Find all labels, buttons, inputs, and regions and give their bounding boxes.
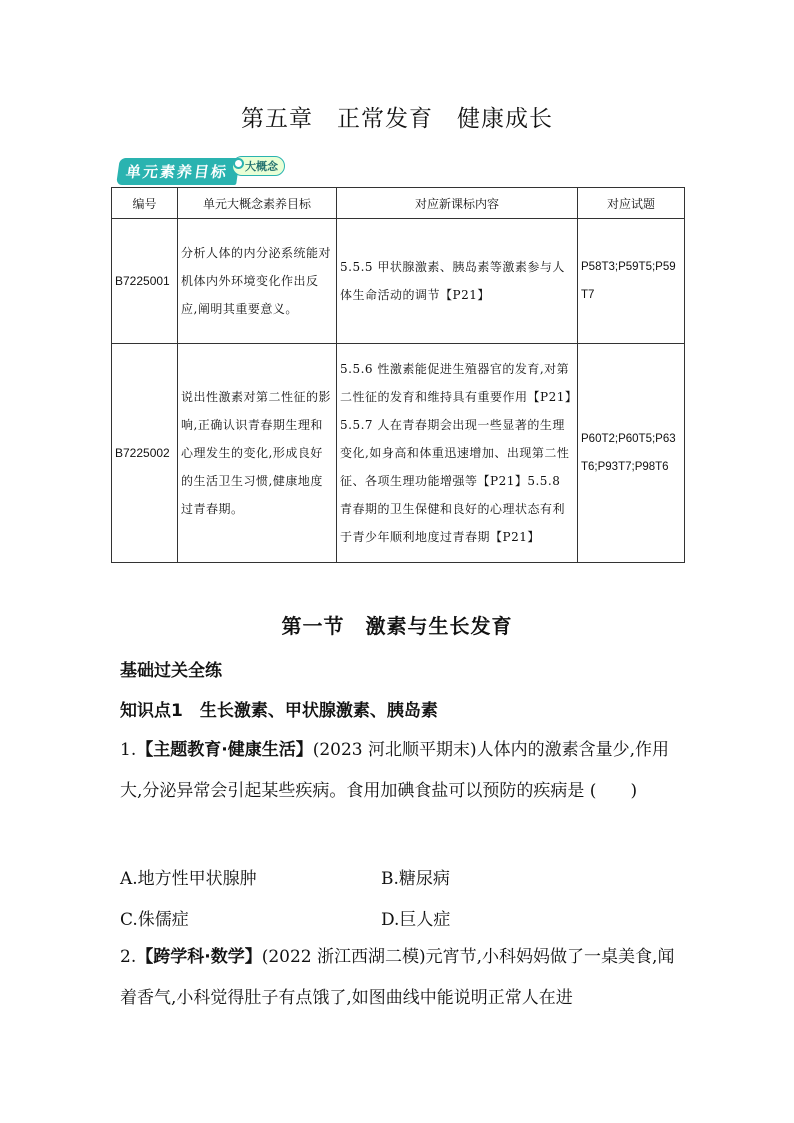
- row-goal: 分析人体的内分泌系统能对机体内外环境变化作出反应,阐明其重要意义。: [178, 219, 337, 344]
- pin-icon: [233, 158, 244, 169]
- table-row: [112, 219, 685, 344]
- section-title: 第一节 激素与生长发育: [281, 614, 513, 638]
- standards-table: [111, 187, 685, 563]
- question-1: [120, 730, 680, 812]
- table-header-row: [112, 188, 685, 219]
- row-code: B7225002: [112, 344, 178, 563]
- big-concept-label: 大概念: [245, 160, 279, 173]
- chapter-title: 第五章 正常发育 健康成长: [241, 106, 553, 132]
- q1-tag: 【主题教育·健康生活】: [136, 740, 313, 760]
- q1-option-b: B.糖尿病: [381, 869, 450, 889]
- header-content: 对应新课标内容: [337, 188, 578, 219]
- q1-option-c: C.侏儒症: [120, 910, 189, 930]
- knowledge-point-heading: 知识点1 生长激素、甲状腺激素、胰岛素: [120, 701, 438, 721]
- q1-number: 1.: [120, 740, 137, 760]
- practice-heading: 基础过关全练: [120, 661, 222, 681]
- q1-option-d: D.巨人症: [381, 910, 451, 930]
- unit-goal-badge: [118, 158, 285, 184]
- q2-tag: 【跨学科·数学】: [136, 947, 262, 967]
- row-content: 5.5.6 性激素能促进生殖器官的发育,对第二性征的发育和维持具有重要作用【P21】5.5.7 人在青春期会出现一些显著的生理变化,如身高和体重迅速增加、出现第二性征、各项生理功能增强等【P21】5.5.8 青春期的卫生保健和良好的心理状态有利于青少年顺利地度过青春期【P21】: [337, 344, 578, 563]
- header-goal: 单元大概念素养目标: [178, 188, 337, 219]
- header-tests: 对应试题: [578, 188, 685, 219]
- badge-label: 单元素养目标: [116, 158, 240, 185]
- header-code: 编号: [112, 188, 178, 219]
- question-2: [120, 937, 680, 1019]
- row-tests: P58T3;P59T5;P59T7: [578, 219, 685, 344]
- row-code: B7225001: [112, 219, 178, 344]
- big-concept-tag: [232, 156, 285, 176]
- row-goal: 说出性激素对第二性征的影响,正确认识青春期生理和心理发生的变化,形成良好的生活卫生习惯,健康地度过青春期。: [178, 344, 337, 563]
- q2-text: (2022 浙江西湖二模)元宵节,小科妈妈做了一桌美食,闻着香气,小科觉得肚子有点饿了,如图曲线中能说明正常人在进: [120, 947, 675, 1008]
- q1-option-a: A.地方性甲状腺肿: [120, 869, 257, 889]
- row-tests: P60T2;P60T5;P63T6;P93T7;P98T6: [578, 344, 685, 563]
- q1-text: (2023 河北顺平期末)人体内的激素含量少,作用大,分泌异常会引起某些疾病。食用加碘食盐可以预防的疾病是 ( ): [120, 740, 670, 801]
- table-row: [112, 344, 685, 563]
- q2-number: 2.: [120, 947, 137, 967]
- row-content: 5.5.5 甲状腺激素、胰岛素等激素参与人体生命活动的调节【P21】: [337, 219, 578, 344]
